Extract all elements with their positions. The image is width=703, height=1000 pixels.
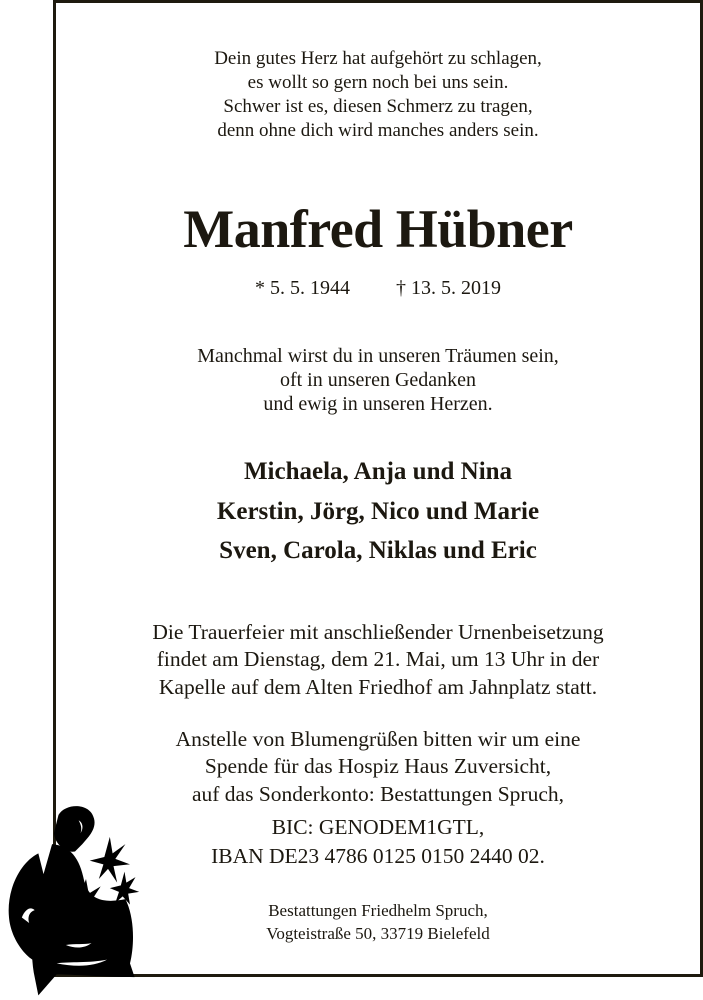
angel-silhouette-icon — [0, 780, 150, 1000]
family-line: Kerstin, Jörg, Nico und Marie — [216, 498, 540, 525]
donation-line: BIC: GENODEM1GTL, — [271, 815, 485, 839]
verse-top-line: Dein gutes Herz hat aufgehört zu schlagen, — [214, 48, 542, 69]
verse-top-line: Schwer ist es, diesen Schmerz zu tragen, — [223, 96, 533, 117]
life-dates — [53, 277, 703, 300]
footer-line: Bestattungen Friedhelm Spruch, — [268, 901, 488, 920]
death-date: † 13. 5. 2019 — [396, 277, 501, 299]
verse-middle-line: oft in unseren Gedanken — [279, 369, 477, 391]
service-line: Die Trauerfeier mit anschließender Urnenbeisetzung — [152, 620, 604, 644]
birth-date: * 5. 5. 1944 — [255, 277, 350, 299]
verse-middle-line: und ewig in unseren Herzen. — [263, 393, 493, 415]
footer-line: Vogteistraße 50, 33719 Bielefeld — [266, 924, 490, 943]
service-line: Kapelle auf dem Alten Friedhof am Jahnplatz statt. — [158, 675, 598, 699]
deceased-name: Manfred Hübner — [183, 199, 573, 259]
family-line: Michaela, Anja und Nina — [243, 458, 513, 485]
verse-top-line: es wollt so gern noch bei uns sein. — [247, 72, 509, 93]
donation-line: Spende für das Hospiz Haus Zuversicht, — [204, 754, 552, 778]
donation-line: auf das Sonderkonto: Bestattungen Spruch, — [191, 782, 564, 806]
verse-middle-line: Manchmal wirst du in unseren Träumen sein, — [197, 345, 559, 367]
family-line: Sven, Carola, Niklas und Eric — [219, 537, 537, 564]
donation-line: Anstelle von Blumengrüßen bitten wir um eine — [175, 727, 581, 751]
service-line: findet am Dienstag, dem 21. Mai, um 13 Uhr in der — [156, 647, 600, 671]
verse-top-line: denn ohne dich wird manches anders sein. — [217, 120, 539, 141]
donation-line: IBAN DE23 4786 0125 0150 2440 02. — [211, 844, 545, 868]
